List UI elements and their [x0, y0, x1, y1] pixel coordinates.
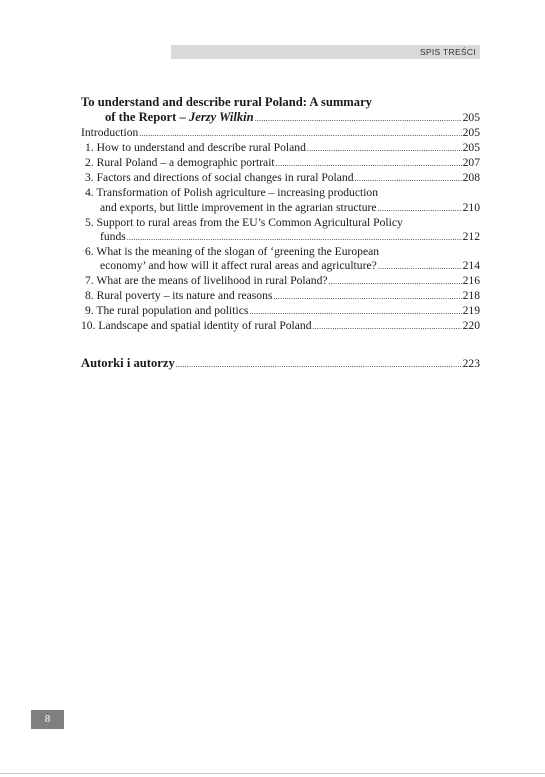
toc-title-prefix: of the Report – [105, 110, 189, 124]
toc-entry-page: 219 [462, 304, 480, 318]
bottom-divider [0, 773, 545, 774]
toc-entry-label: economy’ and how will it affect rural areas and agriculture? [100, 258, 377, 272]
toc-entry-label: 8. Rural poverty – its nature and reasons [85, 289, 273, 303]
toc-entry-5[interactable] [81, 230, 480, 245]
toc-entry-label: 10. Landscape and spatial identity of rural Poland [81, 319, 312, 333]
toc-entry-6-line1[interactable]: 6. What is the meaning of the slogan of ‘greening the European [85, 244, 380, 258]
toc-entry-page: 212 [462, 229, 480, 243]
toc-entry-authors[interactable] [81, 356, 480, 372]
dot-leader [249, 304, 461, 319]
toc-entry-7[interactable] [81, 274, 480, 289]
toc-entry-introduction[interactable] [81, 126, 480, 141]
toc-entry-3[interactable] [81, 171, 480, 186]
section-gap [81, 334, 480, 356]
toc-entry-page: 214 [462, 258, 480, 272]
toc-entry-6[interactable] [81, 259, 480, 274]
dot-leader [276, 156, 462, 171]
toc-entry-page: 218 [462, 289, 480, 303]
section-label: SPIS TREŚCI [419, 47, 476, 57]
toc-entry-5-line1[interactable]: 5. Support to rural areas from the EU’s Common Agricultural Policy [85, 215, 403, 229]
toc-entry-9[interactable] [81, 304, 480, 319]
toc-entry-label: 3. Factors and directions of social changes in rural Poland [85, 171, 354, 185]
toc-entry-label: funds [100, 229, 126, 243]
toc-entry-label: 9. The rural population and politics [85, 304, 249, 318]
page-number-box [31, 710, 64, 729]
dot-leader [329, 274, 462, 289]
dot-leader [378, 259, 462, 274]
toc-authors-page: 223 [462, 357, 480, 371]
toc-title-line2 [105, 110, 254, 124]
toc-entry-8[interactable] [81, 289, 480, 304]
dot-leader [127, 230, 462, 245]
toc-entry-label: 2. Rural Poland – a demographic portrait [85, 156, 275, 170]
dot-leader [307, 141, 462, 156]
toc-entry-page: 210 [462, 200, 480, 214]
toc-entry-4-line1[interactable]: 4. Transformation of Polish agriculture – increasing production [85, 186, 379, 200]
toc-entry-label: 7. What are the means of livelihood in rural Poland? [85, 274, 328, 288]
table-of-contents [81, 95, 480, 373]
toc-entry-page: 207 [462, 156, 480, 170]
dot-leader [355, 171, 462, 186]
toc-entry-page: 216 [462, 274, 480, 288]
toc-title-author: Jerzy Wilkin [188, 110, 254, 124]
toc-entry-page: 205 [462, 126, 480, 140]
toc-entry-label: Introduction [81, 126, 139, 140]
toc-entry-10[interactable] [81, 319, 480, 334]
dot-leader [313, 319, 462, 334]
toc-title-entry[interactable] [81, 110, 480, 126]
dot-leader [273, 289, 461, 304]
dot-leader [176, 357, 462, 372]
toc-entry-page: 220 [462, 319, 480, 333]
toc-entry-label: 1. How to understand and describe rural Poland [85, 141, 306, 155]
dot-leader [378, 201, 462, 216]
page-number: 8 [44, 713, 51, 725]
toc-entry-page: 208 [462, 171, 480, 185]
toc-title-line1: To understand and describe rural Poland: A summary [81, 95, 372, 109]
toc-entry-2[interactable] [81, 156, 480, 171]
dot-leader [139, 126, 461, 141]
toc-authors-label: Autorki i autorzy [81, 356, 175, 371]
header-bar [171, 45, 480, 59]
toc-entry-label: and exports, but little improvement in the agrarian structure [100, 200, 377, 214]
toc-entry-1[interactable] [81, 141, 480, 156]
toc-entry-4[interactable] [81, 201, 480, 216]
dot-leader [255, 111, 462, 126]
toc-entry-page: 205 [462, 141, 480, 155]
toc-title-page: 205 [462, 111, 480, 124]
